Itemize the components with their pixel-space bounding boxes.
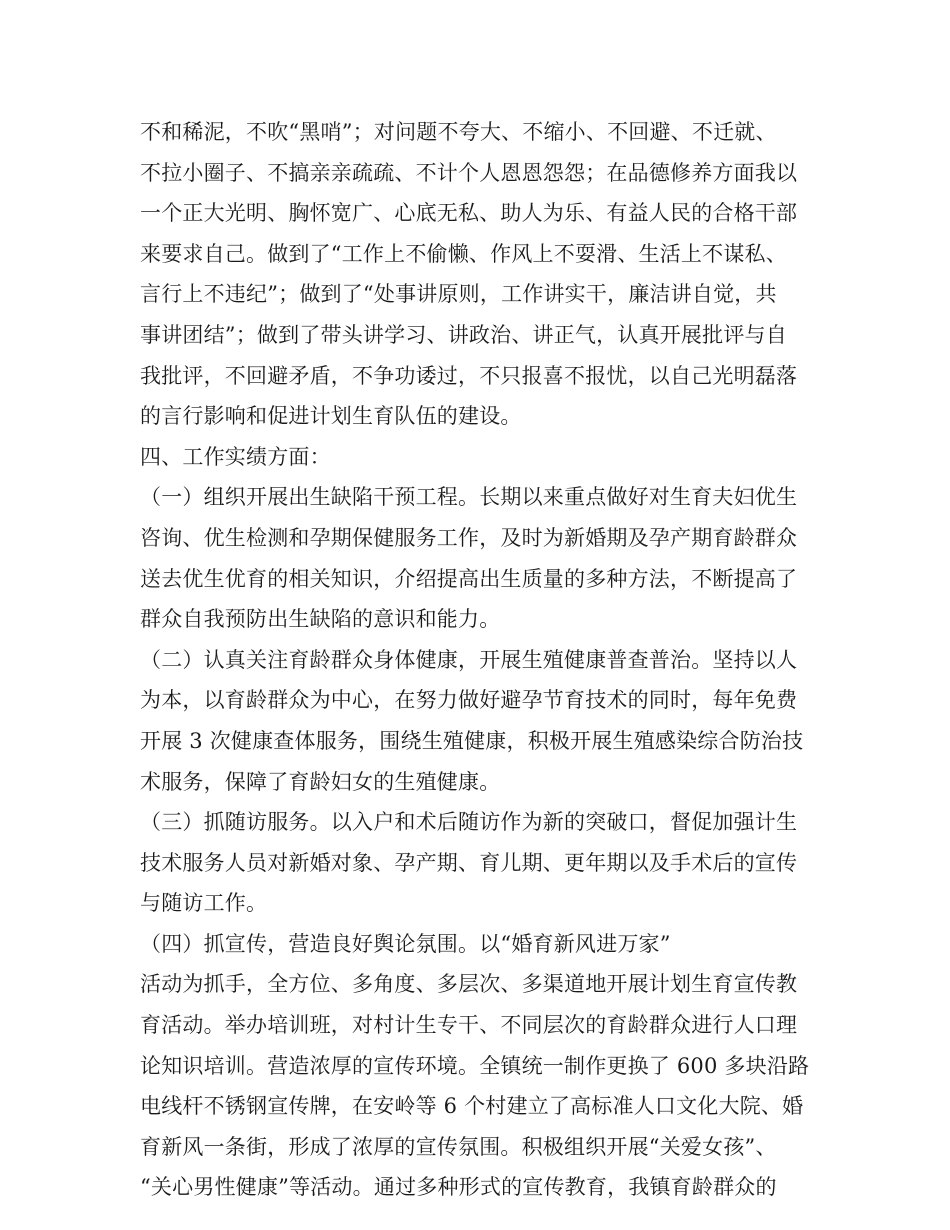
text-line: 群众自我预防出生缺陷的意识和能力。 (140, 607, 501, 632)
text-line: 技术服务人员对新婚对象、孕产期、育儿期、更年期以及手术后的宣传 (140, 850, 798, 875)
text-line: 的言行影响和促进计划生育队伍的建设。 (140, 404, 522, 429)
text-line: 送去优生优育的相关知识，介绍提高出生质量的多种方法，不断提高了 (140, 566, 798, 591)
text-line: 开展 3 次健康查体服务，围绕生殖健康，积极开展生殖感染综合防治技 (140, 728, 804, 753)
text-line: 活动为抓手，全方位、多角度、多层次、多渠道地开展计划生育宣传教 (140, 972, 798, 997)
text-line: 一个正大光明、胸怀宽广、心底无私、助人为乐、有益人民的合格干部 (140, 201, 798, 226)
text-line: 咨询、优生检测和孕期保健服务工作，及时为新婚期及孕产期育龄群众 (140, 525, 798, 550)
text-line: 育活动。举办培训班，对村计生专干、不同层次的育龄群众进行人口理 (140, 1013, 798, 1038)
text-line: “关心男性健康”等活动。通过多种形式的宣传教育，我镇育龄群众的 (140, 1175, 777, 1200)
text-line: 论知识培训。营造浓厚的宣传环境。全镇统一制作更换了 600 多块沿路 (140, 1053, 810, 1078)
text-line: 与随访工作。 (140, 891, 268, 916)
text-line: （二）认真关注育龄群众身体健康，开展生殖健康普查普治。坚持以人 (140, 647, 798, 672)
section-heading: 四、工作实绩方面： (140, 444, 331, 469)
text-line: 电线杆不锈钢宣传牌，在安岭等 6 个村建立了高标准人口文化大院、婚 (140, 1094, 804, 1119)
text-line: 不和稀泥，不吹“黑哨”；对问题不夸大、不缩小、不回避、不迁就、 (140, 120, 777, 144)
text-line: 育新风一条街，形成了浓厚的宣传氛围。积极组织开展“关爱女孩”、 (140, 1134, 777, 1159)
text-line: 为本，以育龄群众为中心，在努力做好避孕节育技术的同时，每年免费 (140, 688, 798, 713)
text-line: （三）抓随访服务。以入户和术后随访作为新的突破口，督促加强计生 (140, 810, 798, 835)
text-line: （一）组织开展出生缺陷干预工程。长期以来重点做好对生育夫妇优生 (140, 485, 798, 510)
text-line: 我批评，不回避矛盾，不争功诿过，不只报喜不报忧，以自己光明磊落 (140, 363, 798, 388)
text-line: 言行上不违纪”；做到了“处事讲原则，工作讲实干，廉洁讲自觉，共 (140, 282, 777, 307)
text-line: 术服务，保障了育龄妇女的生殖健康。 (140, 769, 501, 794)
text-line: 来要求自己。做到了“工作上不偷懒、作风上不耍滑、生活上不谋私、 (140, 241, 787, 266)
document-body (140, 112, 830, 1208)
text-line: 事讲团结”；做到了带头讲学习、讲政治、讲正气，认真开展批评与自 (140, 322, 787, 347)
text-line: （四）抓宣传，营造良好舆论氛围。以“婚育新风进万家” (140, 931, 671, 956)
text-line: 不拉小圈子、不搞亲亲疏疏、不计个人恩恩怨怨；在品德修养方面我以 (140, 160, 798, 185)
